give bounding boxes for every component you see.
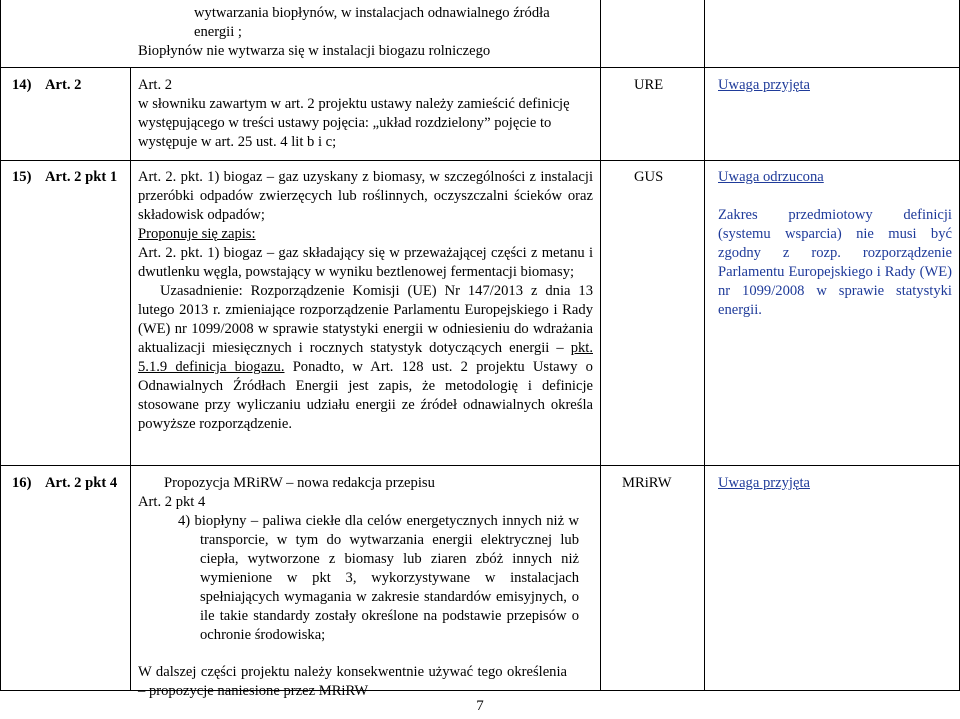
row-verdict: Uwaga przyjęta	[718, 77, 810, 93]
content-text: Ponadto, w Art. 128 ust. 2 projektu Ustawy o Odnawialnych Źródłach Energii jest zapis, że metodologię i definicje stosowane przy wyliczaniu udziału energii ze źródeł odnawialnych określa powyższe rozporządzenie.	[138, 359, 593, 432]
row-verdict: Uwaga odrzucona	[718, 169, 824, 185]
content-text: w słowniku zawartym w art. 2 projektu ustawy należy zamieścić definicję występującego w treści ustawy pojęcia: „układ rozdzielony” pojęcie to występuje w art. 25 ust. 4 lit b i c;	[138, 96, 570, 150]
row-source: URE	[634, 77, 664, 93]
row-comment: Zakres przedmiotowy definicji (systemu wsparcia) nie musi być zgodny z rozp. rozporządzenie Parlamentu Europejskiego i Rady (WE) nr 1099/2008 w sprawie statystyki energii.	[718, 207, 952, 318]
content-paragraph: Art. 2	[138, 77, 173, 93]
table-border-left	[0, 0, 1, 690]
content-paragraph: Art. 2. pkt. 1) biogaz – gaz składający się w przeważającej części z metanu i dwutlenku węgla, powstający w wyniku beztlenowej fermentacji biomasy;	[138, 245, 593, 280]
row-number: 16)	[12, 475, 32, 491]
row-verdict: Uwaga przyjęta	[718, 475, 810, 491]
row-reference: Art. 2 pkt 4	[45, 475, 118, 491]
column-divider	[130, 67, 131, 690]
content-paragraph: Proponuje się zapis:	[138, 226, 256, 242]
column-divider	[600, 0, 601, 690]
row-number: 14)	[12, 77, 32, 93]
content-paragraph: Art. 2. pkt. 1) biogaz – gaz uzyskany z biomasy, w szczególności z instalacji przeróbki odpadów zwierzęcych lub roślinnych, oczyszczalni ścieków oraz składowisk odpadów;	[138, 169, 593, 223]
content-line: wytwarzania biopłynów, w instalacjach odnawialnego źródła	[194, 5, 550, 21]
content-paragraph: Art. 2 pkt 4	[138, 494, 206, 510]
content-text: Uzasadnienie: Rozporządzenie Komisji (UE) Nr 147/2013 z dnia 13 lutego 2013 r. zmieniające rozporządzenie Parlamentu Europejskiego i Rady (WE) nr 1099/2008 w sprawie statystyki energii w odniesieniu do wdrażania aktualizacji miesięcznych i rocznych statystyk dotyczących energii –	[138, 283, 593, 356]
content-line: energii ;	[194, 24, 242, 40]
content-paragraph: Propozycja MRiRW – nowa redakcja przepisu	[164, 475, 435, 491]
row-reference: Art. 2 pkt 1	[45, 169, 118, 185]
row-reference: Art. 2	[45, 77, 82, 93]
row-number: 15)	[12, 169, 32, 185]
content-paragraph	[138, 95, 593, 152]
content-paragraph: W dalszej części projektu należy konsekwentnie używać tego określenia – propozycje naniesione przez MRiRW	[138, 664, 567, 699]
content-line: Biopłynów nie wytwarza się w instalacji biogazu rolniczego	[138, 43, 491, 59]
row-content	[138, 168, 593, 434]
row-divider	[0, 465, 960, 466]
page-number: 7	[476, 698, 484, 714]
content-link: pkt. 5.1.9 definicja biogazu.	[138, 340, 593, 375]
row-content	[138, 474, 593, 701]
column-divider	[704, 0, 705, 690]
content-paragraph: 4) biopłyny – paliwa ciekłe dla celów energetycznych innych niż w transporcie, w tym do wytwarzania energii elektrycznej lub ciepła, wytworzone z biomasy lub ziaren zbóż innych niż wymienione w pkt 3, wykorzystywane w instalacjach spełniających wymagania w zakresie standardów emisyjnych, o ile takie standardy zostały określone na podstawie przepisów o ochronie środowiska;	[178, 513, 579, 643]
row-source: GUS	[634, 169, 664, 185]
row-divider	[0, 67, 960, 68]
row-content	[138, 76, 593, 152]
continued-content-cell	[138, 4, 593, 61]
content-paragraph	[138, 282, 593, 434]
row-divider	[0, 160, 960, 161]
row-source: MRiRW	[622, 475, 672, 491]
